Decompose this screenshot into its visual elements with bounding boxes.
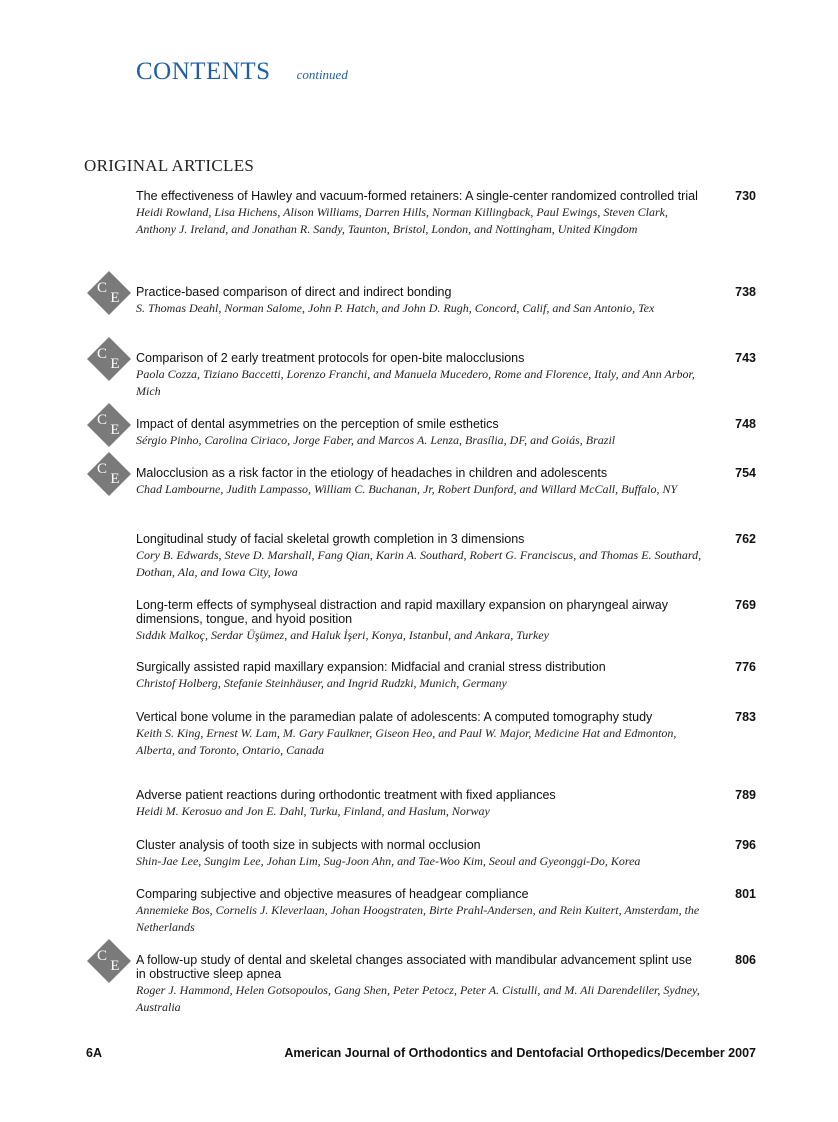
ce-letter-c: C [96,346,108,362]
article-authors: Shin-Jae Lee, Sungim Lee, Johan Lim, Sug-Joon Ahn, and Tae-Woo Kim, Seoul and Gyeonggi-Do, Korea [136,854,641,868]
footer-journal-name: American Journal of Orthodontics and Dentofacial Orthopedics/December 2007 [284,1046,756,1060]
ce-letter-e: E [110,422,120,438]
article-authors: S. Thomas Deahl, Norman Salome, John P. Hatch, and John D. Rugh, Concord, Calif, and San Antonio, Tex [136,301,655,315]
article-page-number: 796 [735,838,756,852]
ce-letter-e: E [110,471,120,487]
article-entry [136,710,756,758]
article-title[interactable]: Long-term effects of symphyseal distraction and rapid maxillary expansion on pharyngeal airway dimensions, tongue, and hyoid position [136,598,668,626]
article-page-number: 783 [735,710,756,724]
article-authors: Chad Lambourne, Judith Lampasso, William C. Buchanan, Jr, Robert Dunford, and Willard McCall, Buffalo, NY [136,482,678,496]
article-title[interactable]: Comparing subjective and objective measures of headgear compliance [136,887,529,901]
article-entry [136,887,756,935]
article-page-number: 789 [735,788,756,802]
article-entry [136,838,756,870]
article-authors: Sıddık Malkoç, Serdar Üşümez, and Haluk İşeri, Konya, Istanbul, and Ankara, Turkey [136,628,549,642]
article-title[interactable]: Longitudinal study of facial skeletal growth completion in 3 dimensions [136,532,525,546]
article-title[interactable]: The effectiveness of Hawley and vacuum-formed retainers: A single-center randomized controlled trial [136,189,698,203]
article-page-number: 806 [735,953,756,967]
article-page-number: 801 [735,887,756,901]
article-entry [136,598,756,644]
page-title: CONTENTS [136,58,271,85]
article-authors: Cory B. Edwards, Steve D. Marshall, Fang Qian, Karin A. Southard, Robert G. Franciscus, and Thomas E. Southard, Dothan, Ala, and Iowa City, Iowa [136,548,702,579]
ce-letter-c: C [96,412,108,428]
article-entry [136,788,756,820]
article-entry [136,660,756,692]
article-title[interactable]: Surgically assisted rapid maxillary expansion: Midfacial and cranial stress distribution [136,660,606,674]
article-title[interactable]: Vertical bone volume in the paramedian palate of adolescents: A computed tomography study [136,710,653,724]
ce-letter-c: C [96,280,108,296]
contents-header [136,58,348,86]
ce-letter-e: E [110,290,120,306]
article-page-number: 738 [735,285,756,299]
article-entry [136,417,756,449]
article-authors: Keith S. King, Ernest W. Lam, M. Gary Faulkner, Giseon Heo, and Paul W. Major, Medicine Hat and Edmonton, Alberta, and Toronto, Ontario, Canada [136,726,677,757]
article-title[interactable]: A follow-up study of dental and skeletal changes associated with mandibular advancement splint use in obstructive sleep apnea [136,953,692,981]
footer-page-label: 6A [86,1046,102,1060]
article-title[interactable]: Malocclusion as a risk factor in the etiology of headaches in children and adolescents [136,466,608,480]
article-authors: Annemieke Bos, Cornelis J. Kleverlaan, Johan Hoogstraten, Birte Prahl-Andersen, and Rein Kuitert, Amsterdam, the Netherlands [136,903,700,934]
article-title[interactable]: Impact of dental asymmetries on the perception of smile esthetics [136,417,499,431]
ce-badge-icon [86,451,132,497]
ce-badge-icon [86,270,132,316]
article-title[interactable]: Adverse patient reactions during orthodontic treatment with fixed appliances [136,788,556,802]
page-subtitle: continued [296,67,348,82]
article-authors: Christof Holberg, Stefanie Steinhäuser, and Ingrid Rudzki, Munich, Germany [136,676,507,690]
article-authors: Paola Cozza, Tiziano Baccetti, Lorenzo Franchi, and Manuela Mucedero, Rome and Florence, Italy, and Ann Arbor, Mich [136,367,695,398]
ce-badge-icon [86,336,132,382]
article-authors: Roger J. Hammond, Helen Gotsopoulos, Gang Shen, Peter Petocz, Peter A. Cistulli, and M. Ali Darendeliler, Sydney, Australia [136,983,700,1014]
ce-letter-c: C [96,948,108,964]
article-authors: Heidi Rowland, Lisa Hichens, Alison Williams, Darren Hills, Norman Killingback, Paul Ewings, Steven Clark, Anthony J. Ireland, and Jonathan R. Sandy, Taunton, Bristol, London, and Nottingham, United Kingdom [136,205,668,236]
article-authors: Sérgio Pinho, Carolina Ciriaco, Jorge Faber, and Marcos A. Lenza, Brasília, DF, and Goiás, Brazil [136,433,616,447]
article-entry [136,953,756,1015]
article-title[interactable]: Practice-based comparison of direct and indirect bonding [136,285,452,299]
article-page-number: 743 [735,351,756,365]
article-entry [136,466,756,498]
article-page-number: 776 [735,660,756,674]
ce-letter-e: E [110,356,120,372]
ce-letter-e: E [110,958,120,974]
article-page-number: 748 [735,417,756,431]
ce-badge-icon [86,402,132,448]
article-page-number: 730 [735,189,756,203]
article-page-number: 754 [735,466,756,480]
article-title[interactable]: Comparison of 2 early treatment protocols for open-bite malocclusions [136,351,525,365]
section-heading: ORIGINAL ARTICLES [84,156,255,175]
ce-badge-icon [86,938,132,984]
article-authors: Heidi M. Kerosuo and Jon E. Dahl, Turku, Finland, and Haslum, Norway [136,804,490,818]
article-entry [136,351,756,399]
article-page-number: 769 [735,598,756,612]
article-entry [136,532,756,580]
page-footer [86,1046,756,1062]
ce-letter-c: C [96,461,108,477]
article-entry [136,285,756,317]
article-title[interactable]: Cluster analysis of tooth size in subjects with normal occlusion [136,838,481,852]
article-page-number: 762 [735,532,756,546]
article-entry [136,189,756,237]
